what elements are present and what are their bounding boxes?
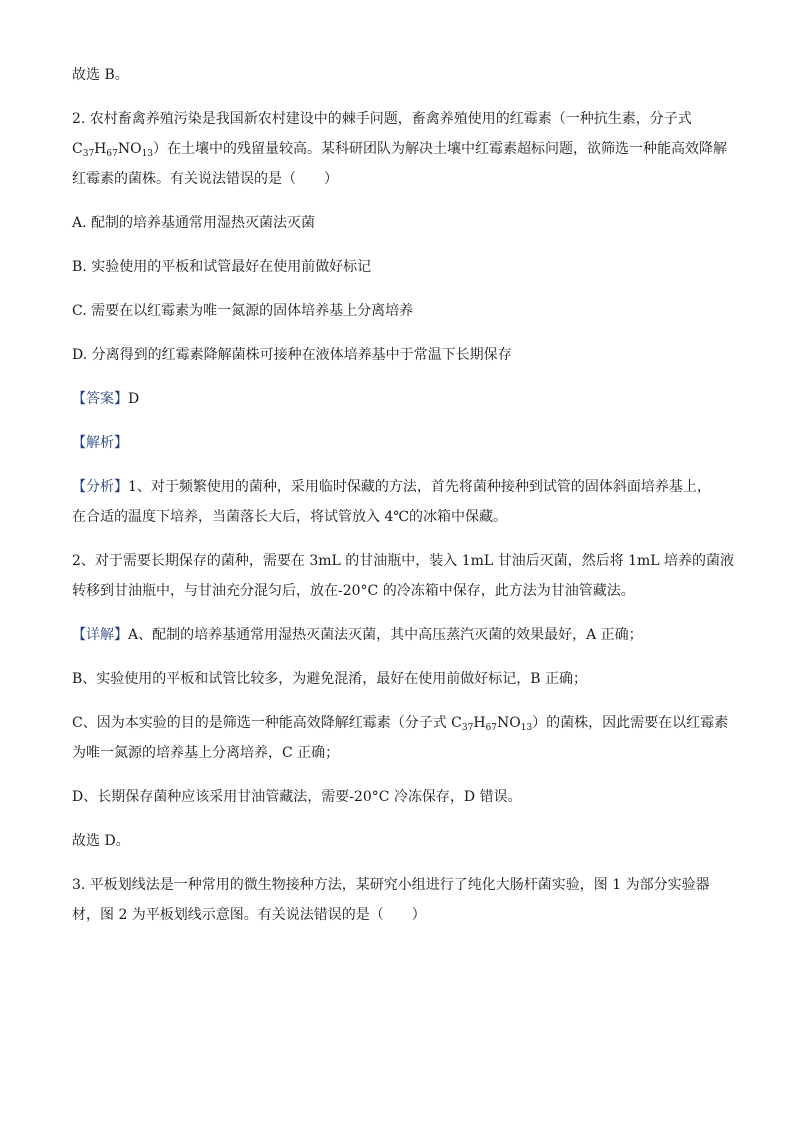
- analysis-part1-line2: 在合适的温度下培养，当菌落长大后，将试管放入 4℃的冰箱中保藏。: [72, 509, 508, 525]
- question-2-stem-line1: 2. 农村畜禽养殖污染是我国新农村建设中的棘手问题，畜禽养殖使用的红霉素（一种抗生素，分子式: [72, 111, 692, 127]
- question-2: [72, 104, 732, 370]
- question-3-stem-line1: 3. 平板划线法是一种常用的微生物接种方法，某研究小组进行了纯化大肠杆菌实验，图 1 为部分实验器: [72, 877, 710, 893]
- detail-b: B、实验使用的平板和试管比较多，为避免混淆，最好在使用前做好标记，B 正确；: [72, 671, 588, 687]
- question-2-stem-line2: $C_{37}H_{67}NO_{13}$）在土壤中的残留量较高。某科研团队为解决土壤中红霉素超标问题，欲筛选一种能高效降解: [72, 141, 728, 159]
- detail-d: D、长期保存菌种应该采用甘油管藏法，需要-20°C 冷冻保存，D 错误。: [72, 789, 522, 805]
- analysis-part1-line1: 【分析】1、对于频繁使用的菌种，采用临时保藏的方法，首先将菌种接种到试管的固体斜面培养基上，: [72, 479, 711, 495]
- option-b: B. 实验使用的平板和试管最好在使用前做好标记: [72, 259, 372, 275]
- conclusion-prev: 故选 B。: [72, 67, 129, 83]
- answer: [72, 384, 732, 414]
- question-2-stem-line3: 红霉素的菌株。有关说法错误的是（ ）: [72, 171, 338, 187]
- analysis-part2-line2: 转移到甘油瓶中，与甘油充分混匀后，放在-20°C 的冷冻箱中保存，此方法为甘油管藏法。: [72, 583, 635, 599]
- question-3-stem-line2: 材，图 2 为平板划线示意图。有关说法错误的是（ ）: [72, 907, 426, 923]
- option-d: D. 分离得到的红霉素降解菌株可接种在液体培养基中于常温下长期保存: [72, 347, 512, 363]
- detail-tag: 【详解】: [72, 627, 128, 643]
- detail-c-line1: C、因为本实验的目的是筛选一种能高效降解红霉素（分子式 $C_{37}H_{67}NO_{13}$）的菌株，因此需要在以红霉素: [72, 715, 729, 733]
- analysis-heading: 【解析】: [72, 435, 128, 451]
- option-c: C. 需要在以红霉素为唯一氮源的固体培养基上分离培养: [72, 303, 414, 319]
- analysis-part2-line1: 2、对于需要长期保存的菌种，需要在 3mL 的甘油瓶中，装入 1mL 甘油后灭菌，然后将 1mL 培养的菌液: [72, 553, 735, 569]
- document-page: [72, 60, 735, 930]
- detail-c-line2: 为唯一氮源的培养基上分离培养，C 正确；: [72, 745, 340, 761]
- answer-value: D: [128, 391, 140, 407]
- conclusion: 故选 D。: [72, 833, 130, 849]
- question-3: [72, 870, 732, 930]
- fenxi-tag: 【分析】: [72, 479, 128, 495]
- detail-a: 【详解】A、配制的培养基通常用湿热灭菌法灭菌，其中高压蒸汽灭菌的效果最好，A 正确；: [72, 627, 643, 643]
- answer-tag: 【答案】: [72, 391, 128, 407]
- option-a: A. 配制的培养基通常用湿热灭菌法灭菌: [72, 215, 316, 231]
